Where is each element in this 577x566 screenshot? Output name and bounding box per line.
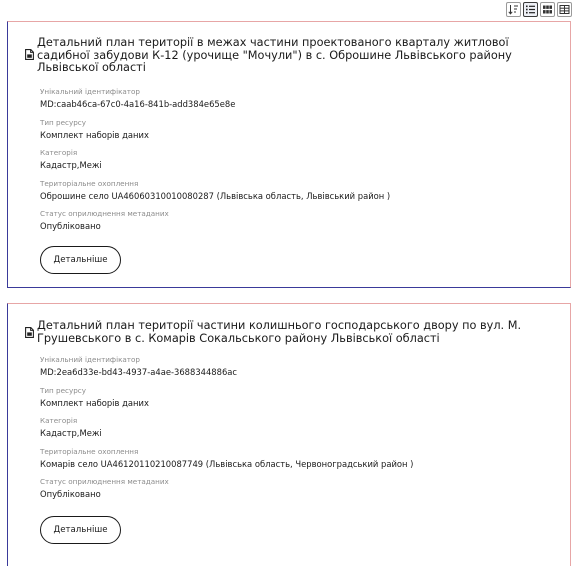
field-value: Кадастр,Межі (40, 428, 102, 439)
field-label: Унікальний ідентифікатор (40, 355, 140, 364)
field-value: Опубліковано (40, 221, 101, 232)
document-icon (25, 49, 34, 60)
field-value: Комарів село UA46120110210087749 (Львівська область, Червоноградський район ) (40, 458, 414, 469)
field-label: Тип ресурсу (40, 117, 87, 127)
field-identifier (40, 87, 560, 118)
document-icon (25, 327, 34, 338)
field-label: Територіальне охоплення (40, 178, 139, 188)
field-territorial-coverage (40, 179, 560, 210)
field-value: Кадастр,Межі (40, 160, 102, 171)
field-resource-type (40, 386, 560, 417)
card-title[interactable]: Детальний план території в межах частини проектованого кварталу житлової садибної забудови К-12 (урочище "Мочули") в с. Оброшине Львівського району Львівської області (37, 36, 512, 75)
table-view-button[interactable] (557, 2, 572, 17)
field-label: Статус оприлюднення метаданих (40, 209, 169, 219)
field-territorial-coverage (40, 447, 560, 478)
field-value: MD:caab46ca-67c0-4a16-841b-add384e65e8e (40, 99, 236, 109)
card-fields (40, 355, 560, 508)
list-view-button[interactable] (523, 2, 538, 17)
field-category (40, 148, 560, 179)
field-label: Унікальний ідентифікатор (40, 87, 140, 96)
field-value: Оброшине село UA46060310010080287 (Львівська область, Львівський район ) (40, 190, 391, 201)
grid-view-icon (542, 4, 553, 15)
field-value: MD:2ea6d33e-bd43-4937-a4ae-3688344886ac (40, 367, 238, 377)
sort-order-icon (508, 4, 519, 15)
dataset-card (7, 303, 571, 566)
field-category (40, 416, 560, 447)
field-label: Категорія (40, 416, 78, 426)
grid-view-button[interactable] (540, 2, 555, 17)
field-value: Комплект наборів даних (40, 129, 149, 140)
field-identifier (40, 355, 560, 386)
card-title[interactable]: Детальний план території частини колишнього господарського двору по вул. М. Грушевського в с. Комарів Сокальського району Львівської області (37, 319, 522, 345)
field-label: Статус оприлюднення метаданих (40, 477, 169, 487)
sort-order-button[interactable] (506, 2, 521, 17)
field-label: Категорія (40, 148, 78, 158)
list-view-icon (525, 4, 536, 15)
field-label: Тип ресурсу (40, 385, 87, 395)
details-button[interactable]: Детальніше (40, 246, 121, 274)
dataset-card (7, 21, 571, 288)
details-button[interactable]: Детальніше (40, 516, 121, 544)
field-value: Опубліковано (40, 489, 101, 500)
table-view-icon (559, 4, 570, 15)
field-publication-status (40, 209, 560, 240)
card-fields (40, 87, 560, 240)
field-publication-status (40, 477, 560, 508)
field-label: Територіальне охоплення (40, 446, 139, 456)
field-resource-type (40, 118, 560, 149)
view-toggle (506, 2, 572, 17)
field-value: Комплект наборів даних (40, 397, 149, 408)
